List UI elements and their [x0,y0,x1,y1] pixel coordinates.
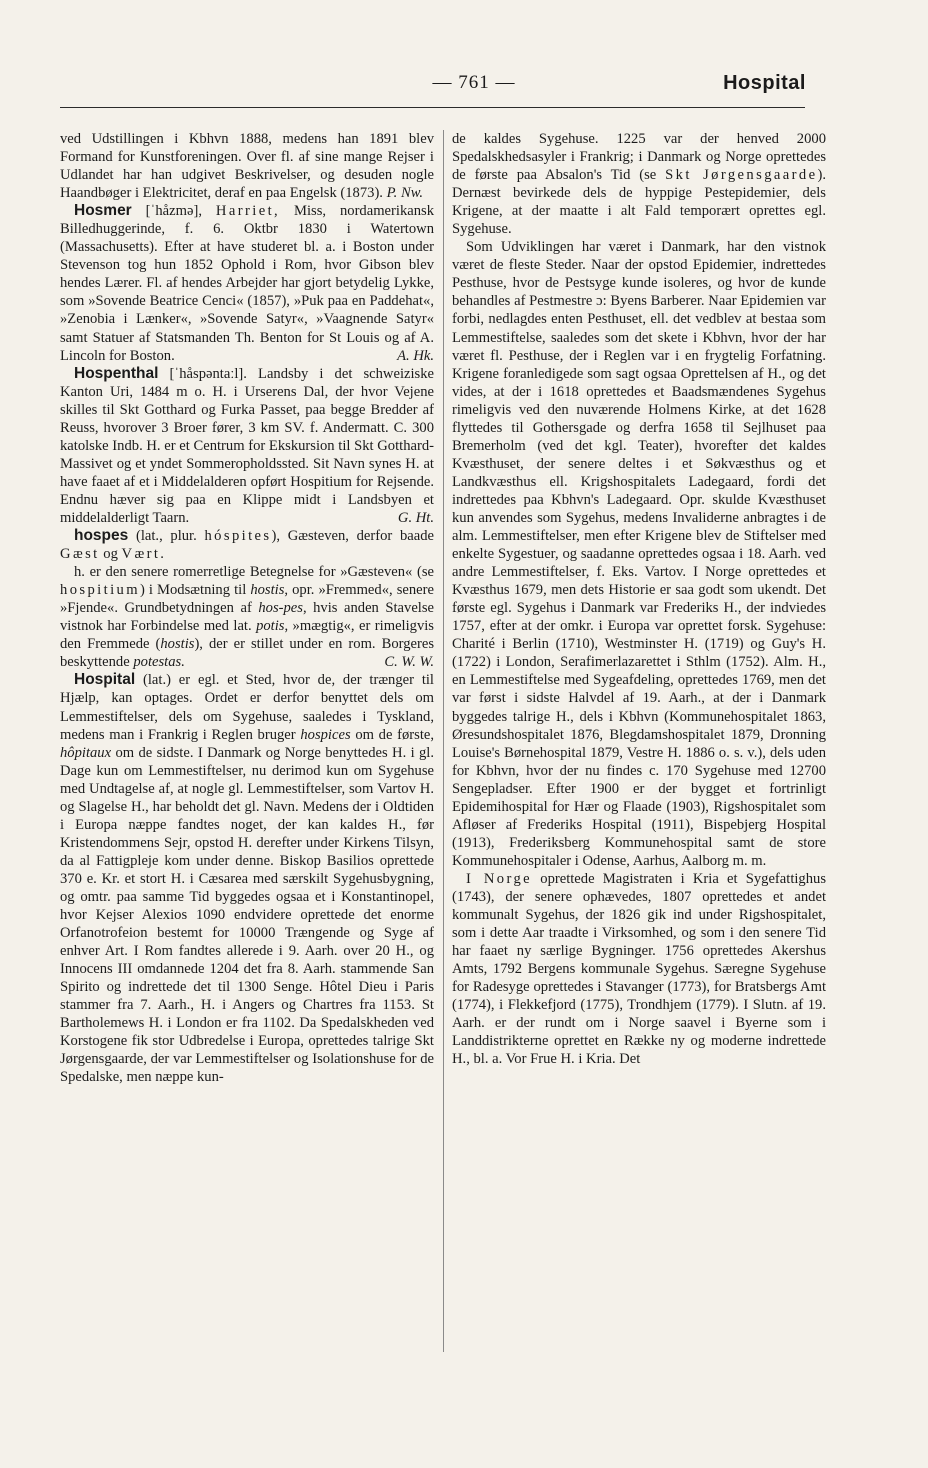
right-column [452,130,826,1068]
entry-hospenthal: Hospenthal [ˈhåspəntaːl]. Landsby i det schweiziske Kanton Uri, 1484 m o. H. i Urserens Dal, der hvor Vejene skilles til Skt Gotthard og Furka Passet, paa begge Bredder af Reuss, hvorover 3 Broer fører, 3 km SV. f. Andermatt. C. 300 katolske Indb. H. er et Centrum for Ekskursion til Skt Gotthard-Massivet og et yndet Sommeropholdssted. Sit Navn synes H. at have faaet af et i Middelalderen opført Hospitium for Rejsende. Endnu hæver sig paa en Klippe midt i Landsbyen et middelalderligt Taarn. G. Ht. [60,364,434,526]
author-signature: A. Hk. [397,347,434,364]
left-column [60,130,434,1086]
author-signature: C. W. W. [384,654,434,671]
headword: Hospenthal [74,364,159,382]
entry-hosmer: Hosmer [ˈhåzmə], Harriet, Miss, nordamerikansk Billedhuggerinde, f. 6. Oktbr 1830 i Watertown (Massachusetts). Efter at have studeret bl. a. i Boston under Stevenson tog hun 1852 Ophold i Rom, hvor Gibson blev hendes Lærer. Fl. af hendes Arbejder har gjort betydelig Lykke, som »Sovende Beatrice Cenci« (1857), »Puk paa en Paddehat«, »Zenobia i Lænker«, »Sovende Satyr«, »Vaagnende Satyr« samt Statuer af Statsmanden Th. Benton for St Louis og af A. Lincoln for Boston. A. Hk. [60,202,434,364]
headword: Hosmer [74,202,132,220]
hospital-danmark-paragraph: Som Udviklingen har været i Danmark, har den vistnok været de fleste Steder. Naar der opstod Epidemier, indrettedes Pesthuse, hvor de Pestsyge kunde isoleres, og hvor de kunde behandles af Pestmestre ɔ: Byens Barberer. Naar Epidemien var forbi, nedlagdes enten Pesthuset, ell. det vedblev at bestaa som Lemmestiftelse, saaledes som det skete i Kbhvn, hvor der har været fl. Pesthuse, der i Reglen var i en frygtelig Forfatning. Krigene foranledigede som sagt ogsaa Oprettelsen af H., og det vides, at der i 1618 oprettedes et Baadsmændenes Sygehus rimeligvis ved den nuværende Holmens Kirke, at det 1628 flyttedes til Gothersgade og derfra 1658 til Sejlhuset paa Bremerholm (ved det kgl. Teater), hvorefter det kaldes Kvæsthuset, der senere deltes i et Søkvæsthus og et Landkvæsthus ell. Krigshospitalets Ladegaard, fordi det indrettedes paa Kbhvn's Ladegaard. Opr. skulde Kvæsthuset kun anvendes som Sygehus, medens Invaliderne anbragtes i de alm. Lemmestiftelser, men efter Krigene blev de Stiftelser med enkelte Sygestuer, og saadanne oprettedes ogsaa i 18. Aarh. ved andre Lemmestiftelser, f. Eks. Vartov. I Norge oprettedes et Kvæsthus 1679, men dets Historie er saa godt som ukendt. Det første egl. Sygehus i Danmark var Frederiks H., der indviedes 1757, efter at der omkr. i Europa var oprettet forsk. Sygehuse: Charité i Berlin (1710), Westminster H. (1719) og Guy's H. (1722) i London, Serafimerlazarettet i Sthlm (1752). Alm. H., en Lemmestiftelse med Sygeafdeling, oprettedes 1769, men det var først i sidste Halvdel af 19. Aarh., at der i Danmark byggedes talrige H., dels i Kbhvn (Kommunehospitalet 1863, Øresundshospitalet 1876, Blegdamshospitalet 1879, Dronning Louise's Børnehospital 1879, Vestre H. 1886 o. s. v.), dels uden for Kbhvn, hvor der nu findes c. 170 Sygehuse med 12700 Sengepladser. Efter 1900 er der bygget et fortrinligt Epidemihospital for Hær og Flaade (1903), Rigshospitalet som Afløser af Frederiks Hospital (1911), Bispebjerg Hospital (1913), Frederiksberg Kommunehospital samt de store Kommunehospitaler i Odense, Aarhus, Aalborg m. m. [452,239,826,869]
column-divider [443,130,444,1352]
headword: hospes [74,527,129,545]
entry-hospital: Hospital (lat.) er egl. et Sted, hvor de, der trænger til Hjælp, kan optages. Ordet er derfor benyttet dels om Lemmestiftelser, dels om Sygehuse, saaledes i Tyskland, medens man i Frankrig i Reglen bruger hospices om de første, hôpitaux om de sidste. I Danmark og Norge benyttedes H. i gl. Dage kun om Lemmestiftelser, nu derimod kun om Sygehuse med Undtagelse af, at nogle gl. Lemmestiftelser, som Vartov H. og Slagelse H., har beholdt det gl. Navn. Medens der i Oldtiden i Europa næppe fandtes noget, der kan kaldes H., før Kristendommens Sejr, opstod H. derefter under Kirkens Tilsyn, da al Fattigpleje kom under denne. Biskop Basilios oprettede 370 e. Kr. et stort H. i Cæsarea med særskilt Sygehusbygning, og omtr. paa samme Tid byggedes ogsaa et i Konstantinopel, hvor Kejser Alexios 1090 endvidere oprettede det enorme Orfanotrofeion bestemt for 10000 Trængende og Syge af enhver Art. I Rom fandtes allerede i 9. Aarh. over 20 H., og Innocens III omdannede 1204 det fra 8. Aarh. stammende San Spirito og indrettede det til 1300 Senge. Hôtel Dieu i Paris stammer fra 7. Aarh., H. i Angers og Chartres fra 1153. St Bartholemews H. i London er fra 1102. Da Spedalskheden ved Korstogene fik stor Udbredelse i Europa, oprettedes talrige Skt Jørgensgaarde, der var Lemmestiftelser og Isolationshuse for de Spedalske, men næppe kun- [60,671,435,1086]
header-rule [60,107,805,108]
hospital-norge-paragraph: I Norge oprettede Magistraten i Kria et Sygefattighus (1743), der senere ophævedes, 1807 oprettedes et andet kommunalt Sygehus, der 1826 gik ind under Rigshospitalet, som i dette Aar traadte i Virksomhed, og som i den senere Tid har faaet ny særlige Bygninger. 1756 oprettedes Akershus Amts, 1792 Bergens kommunale Sygehus. Særegne Sygehuse for Radesyge oprettedes i Stavanger (1773), for Bratsbergs Amt (1774), i Flekkefjord (1775), Trondhjem (1779). I Slutn. af 19. Aarh. er der rundt om i Norge saavel i Byerne som i Landdistrikterne oprettet en Række ny og moderne indrettede H., bl. a. Vor Frue H. i Kria. Det [452,870,827,1068]
running-head: Hospital [723,72,806,94]
entry-hospes: hospes (lat., plur. hóspites), Gæsteven, derfor baade Gæst og Vært. [60,527,434,563]
headword: Hospital [74,671,136,689]
hospital-continuation: de kaldes Sygehuse. 1225 var der henved 2000 Spedalskhedsasyler i Frankrig; i Danmark og Norge oprettedes de første paa Absalon's Tid (se Skt Jørgensgaarde). Dernæst bevirkede dels de hyppige Pestepidemier, dels Krigene, at der maatte i alt Fald temporært oprettes egl. Sygehuse. [452,131,827,238]
page-number: — 761 — [432,72,516,93]
entry-continuation: ved Udstillingen i Kbhvn 1888, medens han 1891 blev Formand for Kunstforeningen. Over fl. af sine mange Rejser i Udlandet har han udgivet Beskrivelser, og desuden nogle Haandbøger i Elektricitet, deraf en paa Engelsk (1873). P. Nw. [60,131,434,202]
page-header [60,72,806,106]
entry-hospes-body: h. er den senere romerretlige Betegnelse for »Gæsteven« (se hospitium) i Modsætning til hostis, opr. »Fremmed«, senere »Fjende«. Grundbetydningen af hos-pes, hvis anden Stavelse vistnok har Forbindelse med lat. potis, »mægtig«, er rimeligvis den Fremmede (hostis), der er stillet under en rom. Borgeres beskyttende potestas. C. W. W. [60,564,435,671]
author-signature: P. Nw. [386,185,423,202]
author-signature: G. Ht. [397,509,434,526]
